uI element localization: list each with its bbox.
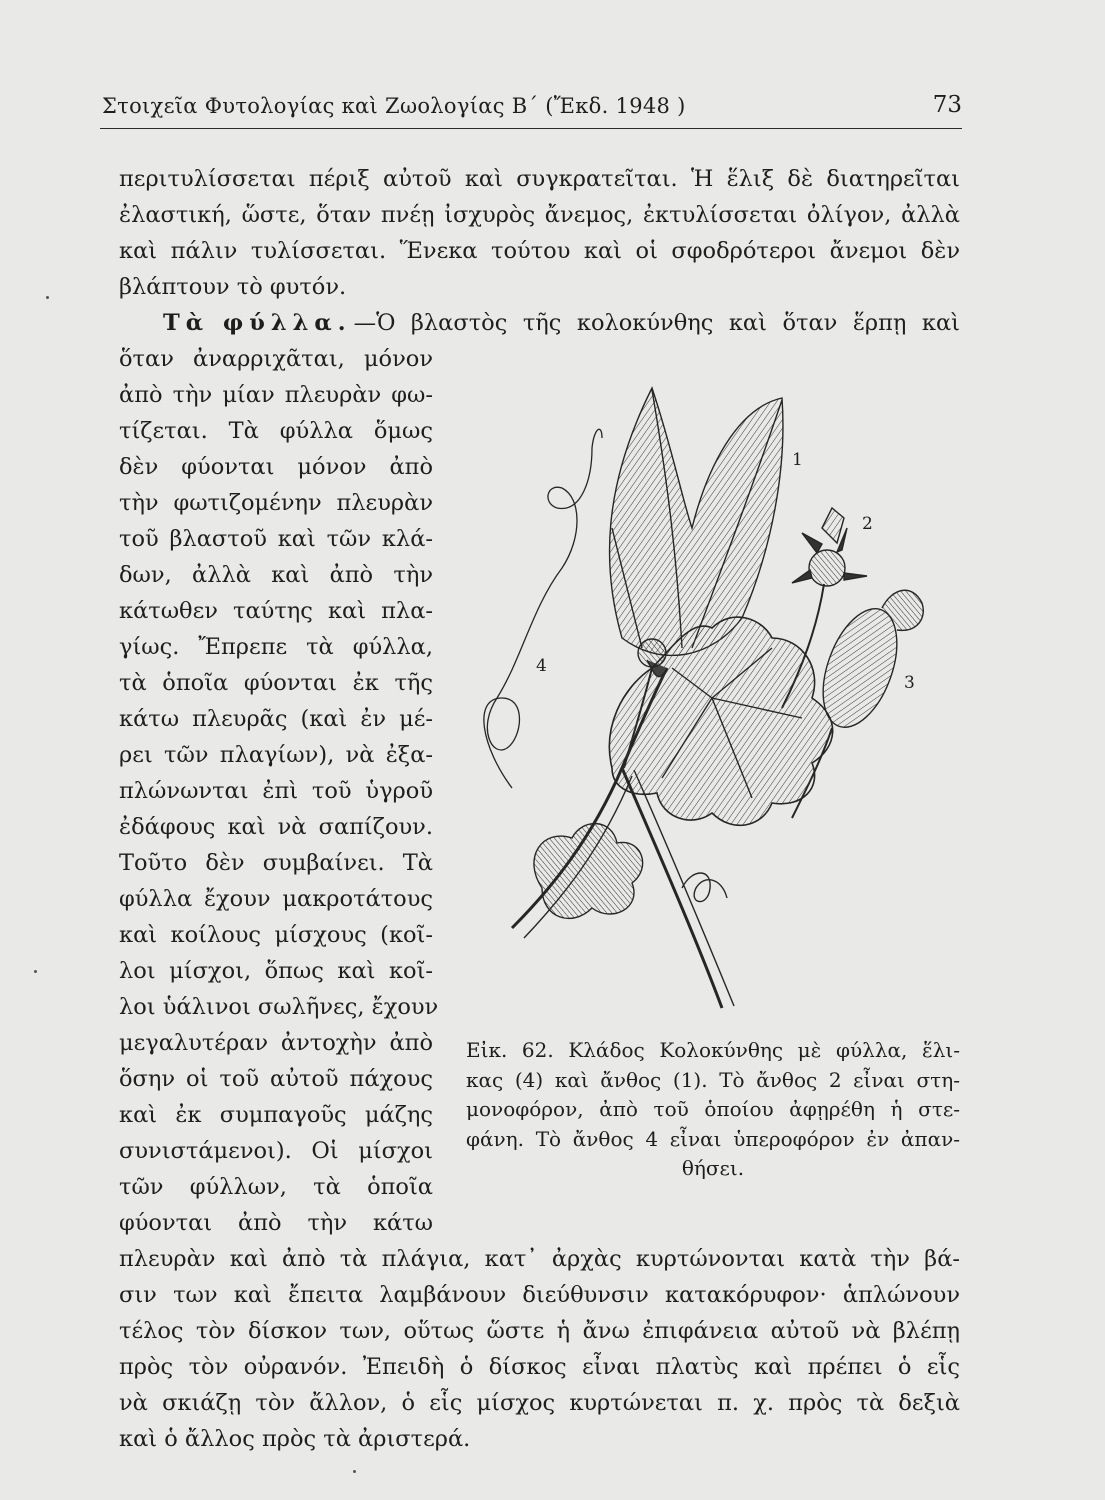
text-line: βλάπτουν τὸ φυτόν. [119,274,347,300]
column-line: λοι ὑάλινοι σωλῆνες, ἔχουν [119,994,439,1020]
column-line: φύλλα ἔχουν μακροτάτους [119,886,433,912]
scan-speck [353,1470,356,1473]
figure-label-3: 3 [904,673,915,693]
column-line: τοῦ βλαστοῦ καὶ τῶν κλά- [119,526,433,552]
column-line: κάτωθεν ταύτης καὶ πλα- [119,598,433,624]
pumpkin-branch-illustration [452,368,972,1048]
text-line: ἐλαστική, ὥστε, ὅταν πνέῃ ἰσχυρὸς ἄνεμος, ἐκτυλίσσεται ὀλίγον, ἀλλὰ [119,202,960,228]
caption-line: φάνη. Τὸ ἄνθος 4 εἶναι ὑπεροφόρον ἐν ἀπαν- [466,1126,960,1151]
column-line: ρει τῶν πλαγίων), νὰ ἐξα- [119,742,433,768]
text-line: καὶ ὁ ἄλλος πρὸς τὰ ἀριστερά. [119,1426,471,1452]
column-line: τίζεται. Τὰ φύλλα ὅμως [119,418,433,444]
column-line: ὅταν ἀναρριχᾶται, μόνον [119,346,433,372]
column-line: φύονται ἀπὸ τὴν κάτω [119,1210,433,1236]
page-number: 73 [932,92,962,118]
column-line: καὶ ἐκ συμπαγοῦς μάζης [119,1102,433,1128]
figure-label-1: 1 [792,450,803,470]
flower-1-petals [610,388,783,655]
column-line: κάτω πλευρᾶς (καὶ ἐν μέ- [119,706,433,732]
column-line: λοι μίσχοι, ὅπως καὶ κοῖ- [119,958,433,984]
column-line: δων, ἀλλὰ καὶ ἀπὸ τὴν [119,562,433,588]
text-line: νὰ σκιάζῃ τὸν ἄλλον, ὁ εἷς μίσχος κυρτώνεται π. χ. πρὸς τὰ δεξιὰ [119,1390,960,1416]
text-line: πλευρὰν καὶ ἀπὸ τὰ πλάγια, κατ᾽ ἀρχὰς κυρτώνονται κατὰ τὴν βά- [119,1246,960,1272]
flower-2 [809,550,845,586]
page-header [100,92,962,129]
column-line: δὲν φύονται μόνον ἀπὸ [119,454,433,480]
running-head: Στοιχεῖα Φυτολογίας καὶ Ζωολογίας Β΄ (Ἔκδ. 1948 ) [102,94,686,118]
column-line: τὰ ὁποῖα φύονται ἐκ τῆς [119,670,433,696]
column-line: μεγαλυτέραν ἀντοχὴν ἀπὸ [119,1030,433,1056]
column-line: Τοῦτο δὲν συμβαίνει. Τὰ [119,850,433,876]
tendril [484,429,602,788]
scan-speck [34,970,37,973]
figure-label-4: 4 [536,656,547,676]
column-line: ὅσην οἱ τοῦ αὐτοῦ πάχους [119,1066,433,1092]
caption-line: Εἰκ. 62. Κλάδος Κολοκύνθης μὲ φύλλα, ἕλι- [466,1038,960,1062]
section-heading-rest: —Ὁ βλαστὸς τῆς κολοκύνθης καὶ ὅταν ἕρπῃ καὶ [353,310,960,336]
column-line: γίως. Ἔπρεπε τὰ φύλλα, [119,634,433,660]
column-line: ἐδάφους καὶ νὰ σαπίζουν. [119,814,433,840]
column-line: τὴν φωτιζομένην πλευρὰν [119,490,433,516]
lower-leaf [534,824,643,919]
column-line: συνιστάμενοι). Οἱ μίσχοι [119,1138,433,1164]
column-line: τῶν φύλλων, τὰ ὁποῖα [119,1174,433,1200]
caption-line: θήσει. [681,1156,745,1180]
caption-line: μονοφόρον, ἀπὸ τοῦ ὁποίου ἀφῃρέθη ἡ στε- [466,1097,960,1121]
plant-drawing [452,368,972,1048]
text-line: τέλος τὸν δίσκον των, οὕτως ὥστε ἡ ἄνω ἐπιφάνεια αὐτοῦ νὰ βλέπῃ [119,1318,960,1344]
text-line: περιτυλίσσεται πέριξ αὐτοῦ καὶ συγκρατεῖται. Ἡ ἕλιξ δὲ διατηρεῖται [119,166,960,192]
text-line: σιν των καὶ ἔπειτα λαμβάνουν διεύθυνσιν κατακόρυφον· ἁπλώνουν [119,1282,960,1308]
text-line: πρὸς τὸν οὐρανόν. Ἐπειδὴ ὁ δίσκος εἶναι πλατὺς καὶ πρέπει ὁ εἷς [119,1354,960,1380]
caption-line: κας (4) καὶ ἄνθος (1). Τὸ ἄνθος 2 εἶναι στη- [466,1067,960,1092]
text-line: καὶ πάλιν τυλίσσεται. Ἕνεκα τούτου καὶ οἱ σφοδρότεροι ἄνεμοι δὲν [119,238,960,264]
section-heading-line [163,305,960,341]
scan-speck [46,296,49,299]
column-line: πλώνωνται ἐπὶ τοῦ ὑγροῦ [119,778,433,804]
column-line: καὶ κοίλους μίσχους (κοῖ- [119,922,433,948]
section-heading: Τὰ φύλλα. [163,310,352,336]
figure-caption [466,1036,960,1184]
column-line: ἀπὸ τὴν μίαν πλευρὰν φω- [119,382,433,408]
figure-label-2: 2 [862,514,873,534]
